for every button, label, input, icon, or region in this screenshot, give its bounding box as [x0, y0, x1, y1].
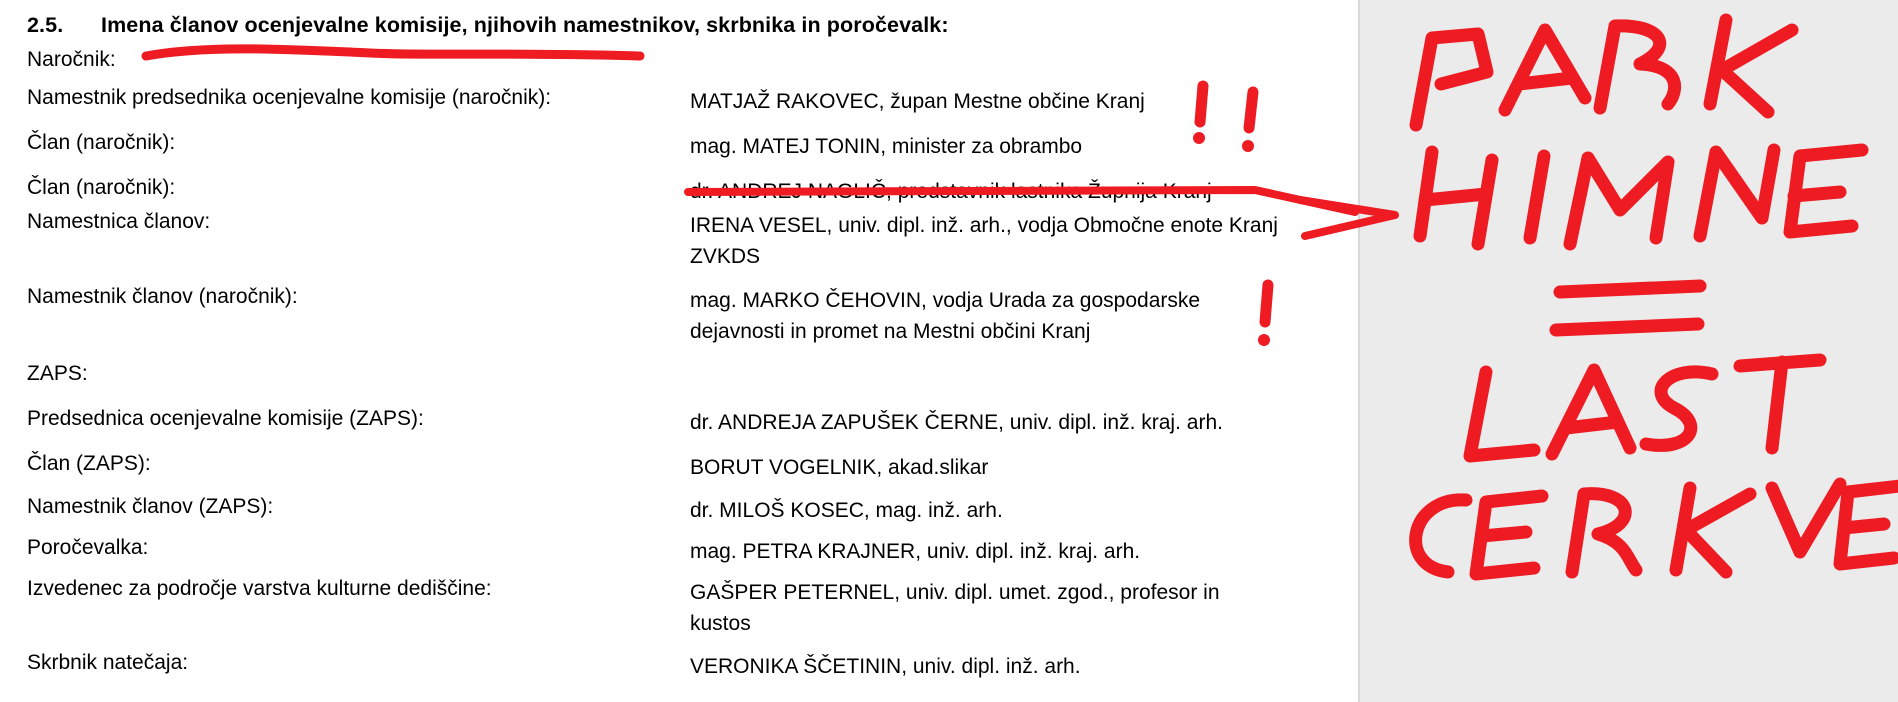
row-label: Član (naročnik):: [27, 176, 176, 199]
row-value: dr. MILOŠ KOSEC, mag. inž. arh.: [690, 499, 1003, 522]
right-margin-panel: [1358, 0, 1898, 702]
row-label: Namestnik članov (ZAPS):: [27, 495, 274, 518]
row-label: Poročevalka:: [27, 536, 149, 559]
row-value: mag. PETRA KRAJNER, univ. dipl. inž. kraj. arh.: [690, 540, 1141, 563]
margin-panel-edge: [1358, 0, 1360, 702]
heading-text: Imena članov ocenjevalne komisije, njihovih namestnikov, skrbnika in poročevalk:: [101, 13, 949, 37]
row-label: Izvedenec za področje varstva kulturne dediščine:: [27, 577, 492, 600]
row-label: Član (naročnik):: [27, 131, 176, 154]
row-value: mag. MATEJ TONIN, minister za obrambo: [690, 135, 1083, 158]
section-title-narocnik: Naročnik:: [27, 48, 116, 71]
row-value: VERONIKA ŠČETININ, univ. dipl. inž. arh.: [690, 655, 1081, 678]
heading-number: 2.5.: [27, 13, 64, 37]
row-label: Namestnik predsednika ocenjevalne komisije (naročnik):: [27, 86, 552, 109]
page-title: [27, 13, 949, 38]
row-label: Predsednica ocenjevalne komisije (ZAPS):: [27, 407, 424, 430]
row-value: dr. ANDREJA ZAPUŠEK ČERNE, univ. dipl. inž. kraj. arh.: [690, 411, 1223, 434]
row-value: GAŠPER PETERNEL, univ. dipl. umet. zgod., profesor in kustos: [690, 581, 1220, 635]
row-value: BORUT VOGELNIK, akad.slikar: [690, 456, 989, 479]
row-value: MATJAŽ RAKOVEC, župan Mestne občine Kranj: [690, 90, 1145, 113]
row-label: Namestnik članov (naročnik):: [27, 285, 298, 308]
row-value: dr. ANDREJ NAGLIČ, predstavnik lastnika Župnija Kranj: [690, 180, 1212, 203]
row-label: Namestnica članov:: [27, 210, 211, 233]
row-value: mag. MARKO ČEHOVIN, vodja Urada za gospodarske dejavnosti in promet na Mestni občini Kranj: [690, 289, 1201, 343]
row-label: Skrbnik natečaja:: [27, 651, 189, 674]
row-value: IRENA VESEL, univ. dipl. inž. arh., vodja Območne enote Kranj ZVKDS: [690, 214, 1278, 268]
row-label: Član (ZAPS):: [27, 452, 151, 475]
section-title-zaps: ZAPS:: [27, 362, 88, 385]
